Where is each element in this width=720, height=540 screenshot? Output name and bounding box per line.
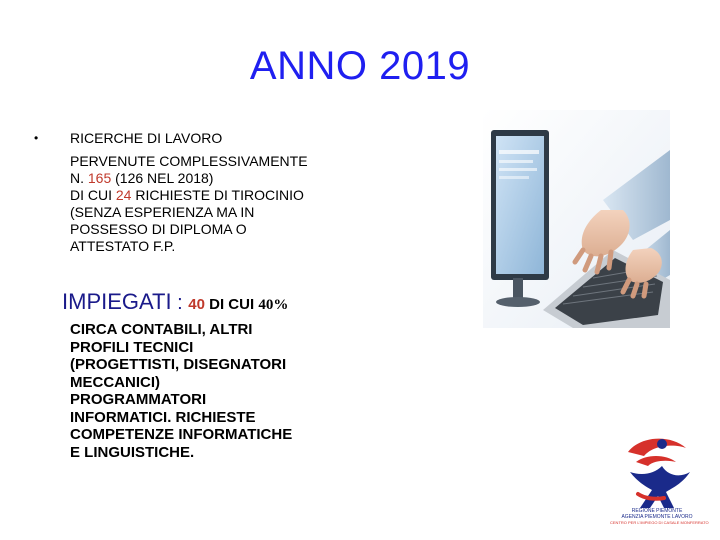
para2-line: CIRCA CONTABILI, ALTRI bbox=[70, 321, 253, 338]
logo-text-centro: CENTRO PER L'IMPIEGO DI CASALE MONFERRATO bbox=[610, 520, 709, 525]
impiegati-label: IMPIEGATI bbox=[62, 289, 172, 314]
para1-line3-pre: N. bbox=[70, 170, 88, 186]
slide-title: ANNO 2019 bbox=[249, 44, 471, 88]
para1-line4-post: RICHIESTE DI TIROCINIO bbox=[131, 187, 304, 203]
para1-line7: ATTESTATO F.P. bbox=[70, 238, 176, 254]
impiegati-percent: 40% bbox=[258, 297, 289, 313]
para1-line3-post: (126 NEL 2018) bbox=[111, 170, 214, 186]
logo-figure-icon bbox=[628, 439, 690, 508]
para2-line: INFORMATICI. RICHIESTE bbox=[70, 408, 256, 426]
paragraph-profili bbox=[70, 321, 370, 461]
para2-line: COMPETENZE INFORMATICHE bbox=[70, 426, 293, 443]
impiegati-count: 40 bbox=[188, 296, 205, 313]
office-typing-photo bbox=[483, 110, 670, 328]
count-165: 165 bbox=[87, 170, 112, 186]
para2-line: (PROGETTISTI, DISEGNATORI bbox=[70, 356, 287, 373]
para2-line: E LINGUISTICHE. bbox=[70, 443, 195, 461]
logo-text-regione: REGIONE PIEMONTE bbox=[631, 508, 683, 514]
logo-text-agenzia: AGENZIA PIEMONTE LAVORO bbox=[621, 514, 693, 520]
impiegati-dicui: DI CUI bbox=[204, 296, 259, 313]
para1-line4 bbox=[70, 187, 370, 204]
paragraph-ricerche bbox=[70, 130, 370, 255]
count-24: 24 bbox=[115, 187, 132, 203]
impiegati-heading bbox=[62, 289, 288, 315]
para1-line5: (SENZA ESPERIENZA MA IN bbox=[70, 204, 255, 220]
para1-line4-pre: DI CUI bbox=[70, 187, 116, 203]
bullet-marker: • bbox=[34, 131, 39, 145]
para1-line2: PERVENUTE COMPLESSIVAMENTE bbox=[70, 153, 308, 169]
para2-line: PROGRAMMATORI bbox=[70, 391, 207, 408]
para1-line3 bbox=[70, 170, 370, 187]
impiegati-colon: : bbox=[171, 292, 189, 314]
para1-line6: POSSESSO DI DIPLOMA O bbox=[70, 221, 247, 237]
para2-line: MECCANICI) bbox=[70, 373, 160, 391]
para1-line1: RICERCHE DI LAVORO bbox=[70, 130, 223, 146]
para2-line: PROFILI TECNICI bbox=[70, 338, 194, 356]
